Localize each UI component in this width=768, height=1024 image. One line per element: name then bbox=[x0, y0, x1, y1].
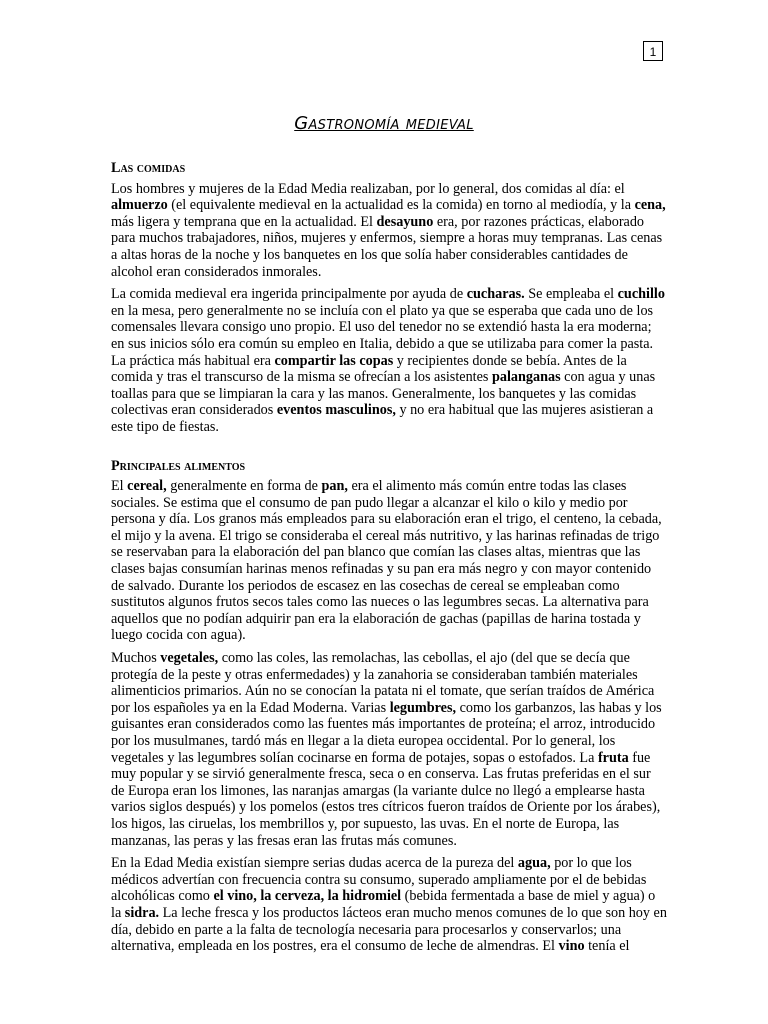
text-run: tenía el bbox=[584, 938, 630, 955]
text-run: y no era habitual que las mujeres asistieran a este tipo de fiestas. bbox=[111, 402, 654, 435]
paragraph bbox=[111, 650, 667, 849]
text-run: con agua y unas toallas para que se limpiaran la cara y las manos. Generalmente, los banquetes y las comidas colectivas eran considerados bbox=[111, 369, 656, 419]
page-title: Gastronomía medieval bbox=[294, 113, 474, 134]
section-las-comidas bbox=[111, 160, 667, 436]
bold-term: legumbres, bbox=[389, 699, 457, 716]
bold-term: el vino, la cerveza, la hidromiel bbox=[213, 888, 402, 905]
page-number: 1 bbox=[643, 41, 663, 61]
bold-term: almuerzo bbox=[111, 197, 168, 214]
text-run: Se empleaba el bbox=[524, 286, 618, 303]
text-run: fue muy popular y se sirvió generalmente fresca, seca o en conserva. Las frutas preferidas en el sur de Europa eran los limones, las naranjas amargas (la variante dulce no llegó a emplearse hasta varios siglos después) y los pomelos (estos tres cítricos fueron traídos de Oriente por los árabes), los higos, las ciruelas, los membrillos y, por supuesto, las uvas. En el norte de Europa, las manzanas, las peras y las fresas eran las frutas más comunes. bbox=[111, 749, 661, 849]
bold-term: fruta bbox=[597, 749, 629, 766]
text-run: como los garbanzos, las habas y los guisantes eran considerados como las fuentes más importantes de proteína; el arroz, introducido por los musulmanes, tardó más en llegar a la dieta europea occidental. Por lo general, los vegetales y las legumbres solían cocinarse en forma de potajes, sopas o estofados. La bbox=[111, 699, 662, 766]
bold-term: vegetales, bbox=[160, 650, 219, 667]
bold-term: desayuno bbox=[376, 213, 434, 230]
text-run: Los hombres y mujeres de la Edad Media realizaban, por lo general, dos comidas al día: el bbox=[111, 180, 625, 197]
text-run: como las coles, las remolachas, las cebollas, el ajo (del que se decía que protegía de la peste y otras enfermedades) y la zanahoria se consideraban también materiales alimenticios primarios. Aún no se conocían la patata ni el tomate, que serían traídos de América por los españoles ya en la Edad Moderna. Varias bbox=[111, 650, 655, 716]
bold-term: pan, bbox=[321, 478, 348, 495]
text-run: era el alimento más común entre todas las clases sociales. Se estima que el consumo de pan pudo llegar a alcanzar el kilo o kilo y medio por persona y día. Los granos más empleados para su elaboración eran el trigo, el centeno, la cebada, el mijo y la avena. El trigo se consideraba el cereal más nutritivo, y las harinas refinadas de trigo se reservaban para la elaboración del pan blanco que comían las clases altas, mientras que las clases bajas consumían harinas menos refinadas y su pan era más negro y con mayor contenido de salvado. Durante los periodos de escasez en las cosechas de cereal se empleaban como sustitutos algunos frutos secos tales como las nueces o las legumbres secas. La alternativa para aquellos que no podían adquirir pan era la elaboración de gachas (papillas de harina tostada y luego cocida con agua). bbox=[111, 478, 662, 644]
text-run: Muchos bbox=[111, 650, 161, 667]
text-run: y recipientes donde se bebía. Antes de la comida y tras el transcurso de la misma se ofrecían a los asistentes bbox=[111, 352, 627, 386]
bold-term: cucharas. bbox=[466, 286, 525, 303]
bold-term: agua, bbox=[517, 855, 551, 872]
bold-term: compartir las copas bbox=[274, 352, 394, 369]
section-heading: Principales alimentos bbox=[111, 457, 246, 474]
text-run: En la Edad Media existían siempre serias dudas acerca de la pureza del bbox=[111, 855, 518, 872]
document-body bbox=[111, 160, 667, 961]
bold-term: cuchillo bbox=[617, 286, 665, 303]
text-run: por lo que los médicos advertían con frecuencia contra su consumo, superado ampliamente por el de bebidas alcohólicas como bbox=[111, 855, 647, 905]
paragraph bbox=[111, 855, 667, 955]
paragraph bbox=[111, 286, 667, 435]
bold-term: cena, bbox=[634, 197, 666, 214]
bold-term: eventos masculinos, bbox=[276, 402, 396, 419]
bold-term: sidra. bbox=[124, 904, 160, 921]
text-run: (el equivalente medieval en la actualidad es la comida) en torno al mediodía, y la bbox=[167, 197, 635, 214]
text-run: La comida medieval era ingerida principalmente por ayuda de bbox=[111, 286, 467, 303]
paragraph bbox=[111, 478, 667, 644]
section-principales-alimentos bbox=[111, 458, 667, 955]
text-run: (bebida fermentada a base de miel y agua) o la bbox=[111, 888, 656, 921]
bold-term: cereal, bbox=[127, 478, 167, 495]
text-run: era, por razones prácticas, elaborado para muchos trabajadores, niños, mujeres y enfermos, siempre a horas muy tempranas. Las cenas a altas horas de la noche y los banquetes en los que solía haber considerables cantidades de alcohol eran considerados inmorales. bbox=[111, 213, 663, 280]
text-run: más ligera y temprana que en la actualidad. El bbox=[111, 213, 377, 230]
bold-term: vino bbox=[558, 938, 585, 955]
text-run: El bbox=[111, 478, 128, 495]
paragraph bbox=[111, 181, 667, 281]
bold-term: palanganas bbox=[491, 369, 561, 386]
text-run: generalmente en forma de bbox=[166, 478, 322, 495]
section-heading: Las comidas bbox=[111, 160, 186, 176]
text-run: en la mesa, pero generalmente no se incluía con el plato ya que se esperaba que cada uno de los comensales llevara consigo uno propio. El uso del tenedor no se extendió hasta la era moderna; en sus inicios sólo era común su empleo en Italia, debido a que se utilizaba para comer la pasta. La práctica más habitual era bbox=[111, 302, 654, 369]
text-run: La leche fresca y los productos lácteos eran mucho menos comunes de lo que son hoy en día, debido en parte a la falta de tecnología necesaria para procesarlos y conservarlos; una alternativa, empleada en los postres, era el consumo de leche de almendras. El bbox=[111, 904, 667, 955]
